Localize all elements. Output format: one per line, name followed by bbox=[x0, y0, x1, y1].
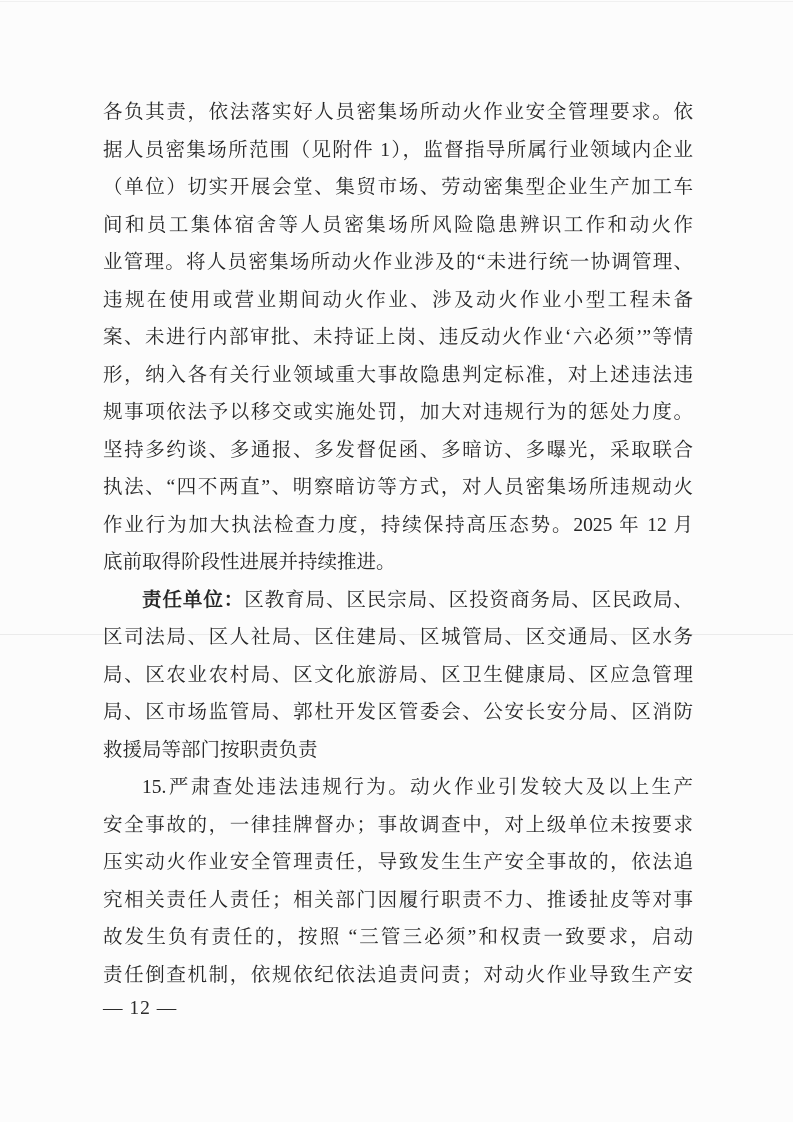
page-number: — 12 — bbox=[103, 998, 178, 1019]
text-line-duty-units bbox=[103, 582, 693, 620]
text-line: 压实动火作业安全管理责任，导致发生生产安全事故的，依法追 bbox=[103, 852, 693, 873]
text-line: 案、未进行内部审批、未持证上岗、违反动火作业‘六必须’”等情 bbox=[103, 327, 693, 348]
text-line: 违规在使用或营业期间动火作业、涉及动火作业小型工程未备 bbox=[103, 289, 693, 311]
text-line: 区司法局、区人社局、区住建局、区城管局、区交通局、区水务 bbox=[103, 627, 693, 648]
text-line: 底前取得阶段性进展并持续推进。 bbox=[103, 552, 396, 573]
text-line: 业管理。将人员密集场所动火作业涉及的“未进行统一协调管理、 bbox=[103, 252, 693, 273]
text-line: 坚持多约谈、多通报、多发督促函、多暗访、多曝光，采取联合 bbox=[103, 439, 693, 461]
text-line: 局、区农业农村局、区文化旅游局、区卫生健康局、区应急管理 bbox=[103, 664, 693, 686]
text-line: 故发生负有责任的，按照 “三管三必须”和权责一致要求，启动 bbox=[103, 927, 693, 948]
duty-units-label: 责任单位： bbox=[142, 589, 245, 611]
text-line: （单位）切实开展会堂、集贸市场、劳动密集型企业生产加工车 bbox=[103, 177, 693, 198]
text-line: 间和员工集体宿舍等人员密集场所风险隐患辨识工作和动火作 bbox=[103, 214, 693, 236]
text-line: 安全事故的，一律挂牌督办；事故调查中，对上级单位未按要求 bbox=[103, 814, 693, 836]
duty-units-first-line-text: 区教育局、区民宗局、区投资商务局、区民政局、 bbox=[244, 589, 693, 611]
body-text-block bbox=[103, 94, 693, 994]
text-line: 作业行为加大执法检查力度，持续保持高压态势。2025 年 12 月 bbox=[103, 514, 693, 536]
text-line: 救援局等部门按职责负责 bbox=[103, 739, 318, 761]
text-line: 规事项依法予以移交或实施处罚，加大对违规行为的惩处力度。 bbox=[103, 402, 693, 423]
text-line: 究相关责任人责任；相关部门因履行职责不力、推诿扯皮等对事 bbox=[103, 889, 693, 911]
scan-artifact-line-top bbox=[0, 1, 793, 2]
text-line: 各负其责，依法落实好人员密集场所动火作业安全管理要求。依 bbox=[103, 102, 693, 123]
text-line: 局、区市场监管局、郭杜开发区管委会、公安长安分局、区消防 bbox=[103, 702, 693, 723]
text-line: 据人员密集场所范围（见附件 1），监督指导所属行业领域内企业 bbox=[103, 139, 693, 161]
text-line: 责任倒查机制，依规依纪依法追责问责；对动火作业导致生产安 bbox=[103, 964, 693, 986]
text-line: 执法、“四不两直”、明察暗访等方式，对人员密集场所违规动火 bbox=[103, 477, 693, 498]
text-line: 形，纳入各有关行业领域重大事故隐患判定标准，对上述违法违 bbox=[103, 364, 693, 386]
text-line-item15-start: 15.严肃查处违法违规行为。动火作业引发较大及以上生产 bbox=[142, 777, 693, 798]
